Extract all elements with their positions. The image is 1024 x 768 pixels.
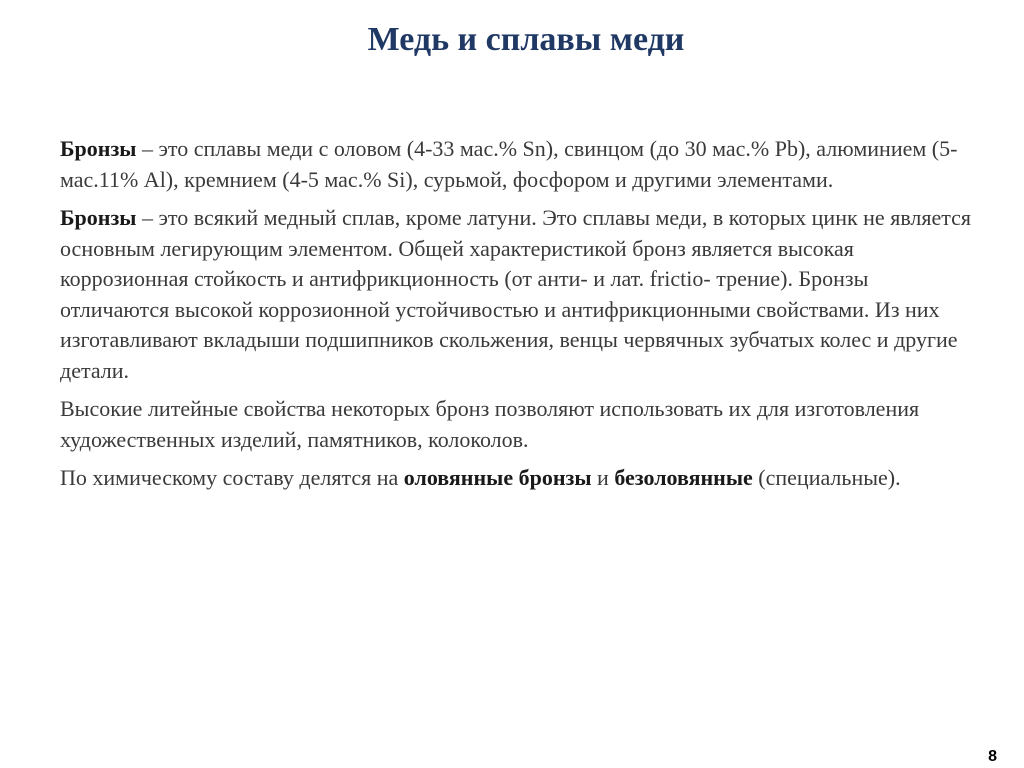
paragraph-text: – это сплавы меди с оловом (4-33 мас.% Sn), свинцом (до 30 мас.% Pb), алюминием (5-мас.11% Al), кремнием (4-5 мас.% Si), сурьмой, фосфором и другими элементами. xyxy=(60,136,958,192)
term-tin-bronze: оловянные бронзы xyxy=(403,465,592,490)
paragraph-text: По химическому составу делятся на xyxy=(60,465,404,490)
term-bronze: Бронзы xyxy=(60,205,137,230)
paragraph-text: и xyxy=(591,465,615,490)
paragraph-casting xyxy=(60,394,972,455)
slide-title: Медь и сплавы меди xyxy=(367,21,685,58)
paragraph-text: Высокие литейные свойства некоторых бронз позволяют использовать их для изготовления художественных изделий, памятников, колоколов. xyxy=(60,396,920,452)
paragraph-text: (специальные). xyxy=(752,465,901,490)
term-bronze: Бронзы xyxy=(60,136,137,161)
term-tinless-bronze: безоловянные xyxy=(614,465,753,490)
paragraph-bronze-properties xyxy=(60,203,972,386)
slide-body xyxy=(60,134,972,502)
paragraph-bronze-definition xyxy=(60,134,972,195)
page-number: 8 xyxy=(988,748,997,765)
paragraph-text: – это всякий медный сплав, кроме латуни. Это сплавы меди, в которых цинк не является основным легирующим элементом. Общей характеристикой бронз является высокая коррозионная стойкость и антифрикционность (от анти- и лат. frictio- трение). Бронзы отличаются высокой коррозионной устойчивостью и антифрикционными свойствами. Из них изготавливают вкладыши подшипников скольжения, венцы червячных зубчатых колес и другие детали. xyxy=(60,205,972,383)
paragraph-classification xyxy=(60,463,972,494)
